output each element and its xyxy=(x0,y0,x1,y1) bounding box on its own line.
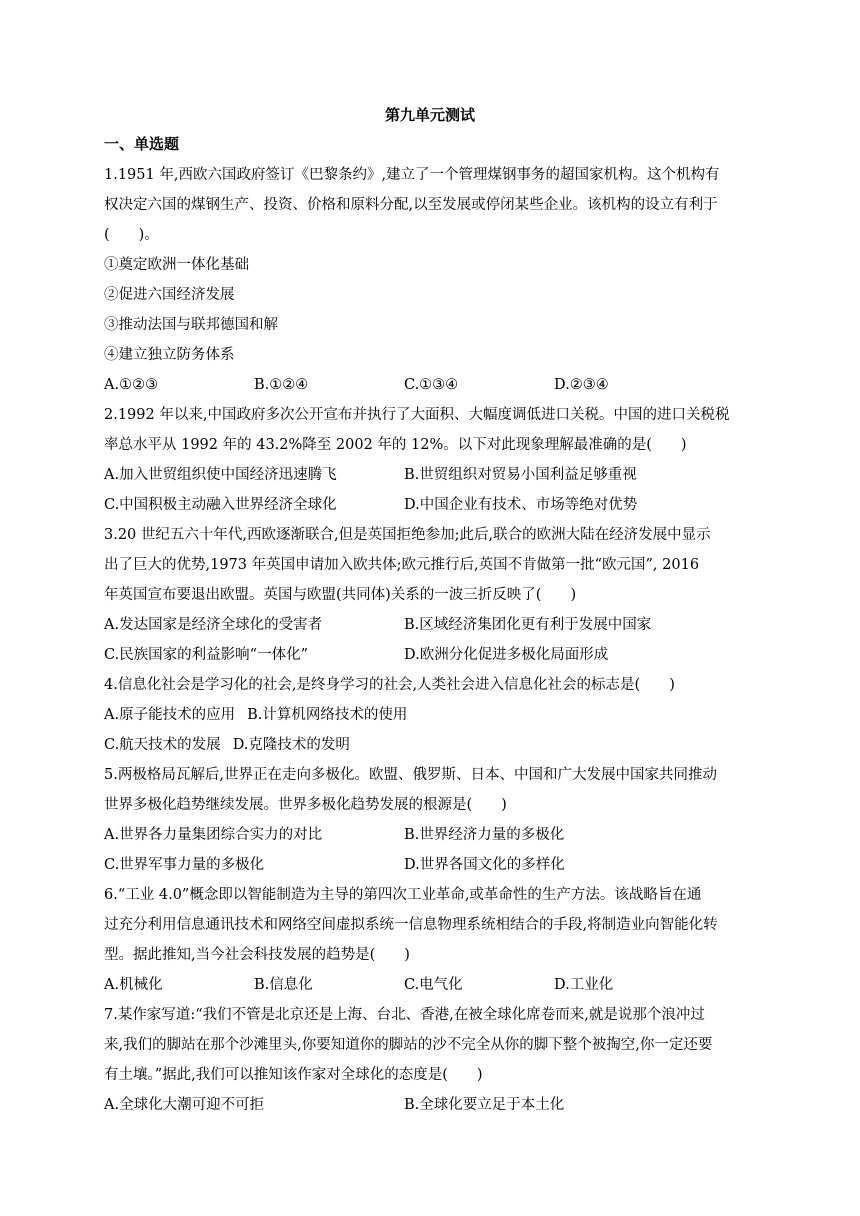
option-row xyxy=(104,850,764,880)
option-d: D.克隆技术的发明 xyxy=(232,737,350,753)
option-b: B.①②④ xyxy=(254,377,309,393)
option-a: A.全球化大潮可迎不可拒 xyxy=(104,1097,265,1113)
question-stem-line: 2.1992 年以来,中国政府多次公开宣布并执行了大面积、大幅度调低进口关税。中国的进口关税税 xyxy=(104,407,730,423)
question-stem-line: 1.1951 年,西欧六国政府签订《巴黎条约》,建立了一个管理煤钢事务的超国家机构。这个机构有 xyxy=(104,167,720,183)
question-stem-line: 率总水平从 1992 年的 43.2%降至 2002 年的 12%。以下对此现象理解最准确的是( ) xyxy=(104,437,687,453)
question-1 xyxy=(104,160,764,400)
question-stem-line: 3.20 世纪五六十年代,西欧逐渐联合,但是英国拒绝参加;此后,联合的欧洲大陆在经济发展中显示 xyxy=(104,527,711,543)
option-row xyxy=(104,490,764,520)
option-row xyxy=(104,700,764,730)
question-stem-line: 年英国宣布要退出欧盟。英国与欧盟(共同体)关系的一波三折反映了( ) xyxy=(104,587,577,603)
option-row xyxy=(104,460,764,490)
question-3 xyxy=(104,520,764,670)
question-stem-line: ( )。 xyxy=(104,227,159,243)
option-d: D.中国企业有技术、市场等绝对优势 xyxy=(404,497,638,513)
statement-item: ②促进六国经济发展 xyxy=(104,287,235,303)
option-a: A.机械化 xyxy=(104,977,163,993)
option-row xyxy=(104,1090,764,1120)
question-5 xyxy=(104,760,764,880)
statement-item: ①奠定欧洲一体化基础 xyxy=(104,257,249,273)
page-title: 第九单元测试 xyxy=(384,106,475,124)
option-row xyxy=(104,610,764,640)
question-stem-line: 4.信息化社会是学习化的社会,是终身学习的社会,人类社会进入信息化社会的标志是( ) xyxy=(104,677,675,693)
option-a: A.世界各力量集团综合实力的对比 xyxy=(104,827,323,843)
question-stem-line: 来,我们的脚站在那个沙滩里头,你要知道你的脚站的沙不完全从你的脚下整个被掏空,你一定还要 xyxy=(104,1037,713,1053)
question-4 xyxy=(104,670,764,760)
option-b: B.世界经济力量的多极化 xyxy=(404,827,565,843)
option-b: B.计算机网络技术的使用 xyxy=(247,707,408,723)
option-row xyxy=(104,640,764,670)
option-c: C.①③④ xyxy=(404,377,459,393)
option-c: C.世界军事力量的多极化 xyxy=(104,857,265,873)
question-2 xyxy=(104,400,764,520)
question-stem-line: 权决定六国的煤钢生产、投资、价格和原料分配,以至发展或停闭某些企业。该机构的设立有利于 xyxy=(104,197,718,213)
question-stem-line: 型。据此推知,当今社会科技发展的趋势是( ) xyxy=(104,947,410,963)
statement-item: ④建立独立防务体系 xyxy=(104,347,235,363)
question-stem-line: 有土壤。”据此,我们可以推知该作家对全球化的态度是( ) xyxy=(104,1067,483,1083)
option-row xyxy=(104,970,764,1000)
question-stem-line: 6.“工业 4.0”概念即以智能制造为主导的第四次工业革命,或革命性的生产方法。该战略旨在通 xyxy=(104,887,702,903)
question-stem-line: 世界多极化趋势继续发展。世界多极化趋势发展的根源是( ) xyxy=(104,797,507,813)
option-b: B.全球化要立足于本土化 xyxy=(404,1097,565,1113)
question-stem-line: 过充分利用信息通讯技术和网络空间虚拟系统一信息物理系统相结合的手段,将制造业向智能化转 xyxy=(104,917,718,933)
option-d: D.②③④ xyxy=(554,377,609,393)
question-list xyxy=(104,160,764,1120)
question-stem-line: 7.某作家写道:“我们不管是北京还是上海、台北、香港,在被全球化席卷而来,就是说那个浪冲过 xyxy=(104,1007,705,1023)
option-a: A.原子能技术的应用 xyxy=(104,707,236,723)
option-c: C.中国积极主动融入世界经济全球化 xyxy=(104,497,337,513)
question-stem-line: 5.两极格局瓦解后,世界正在走向多极化。欧盟、俄罗斯、日本、中国和广大发展中国家共同推动 xyxy=(104,767,717,783)
option-c: C.航天技术的发展 xyxy=(104,737,221,753)
option-c: C.民族国家的利益影响“一体化” xyxy=(104,647,309,663)
question-7 xyxy=(104,1000,764,1120)
option-a: A.加入世贸组织使中国经济迅速腾飞 xyxy=(104,467,337,483)
option-b: B.信息化 xyxy=(254,977,313,993)
section-heading: 一、单选题 xyxy=(104,135,180,153)
option-row xyxy=(104,820,764,850)
option-b: B.世贸组织对贸易小国利益足够重视 xyxy=(404,467,637,483)
question-stem-line: 出了巨大的优势,1973 年英国申请加入欧共体;欧元推行后,英国不肯做第一批“欧元国”, 2016 xyxy=(104,557,700,573)
option-b: B.区域经济集团化更有利于发展中国家 xyxy=(404,617,652,633)
option-c: C.电气化 xyxy=(404,977,463,993)
option-d: D.世界各国文化的多样化 xyxy=(404,857,565,873)
option-d: D.工业化 xyxy=(554,977,614,993)
statement-item: ③推动法国与联邦德国和解 xyxy=(104,317,278,333)
question-6 xyxy=(104,880,764,1000)
option-row xyxy=(104,730,764,760)
option-row xyxy=(104,370,764,400)
option-a: A.①②③ xyxy=(104,377,159,393)
option-d: D.欧洲分化促进多极化局面形成 xyxy=(404,647,609,663)
option-a: A.发达国家是经济全球化的受害者 xyxy=(104,617,323,633)
